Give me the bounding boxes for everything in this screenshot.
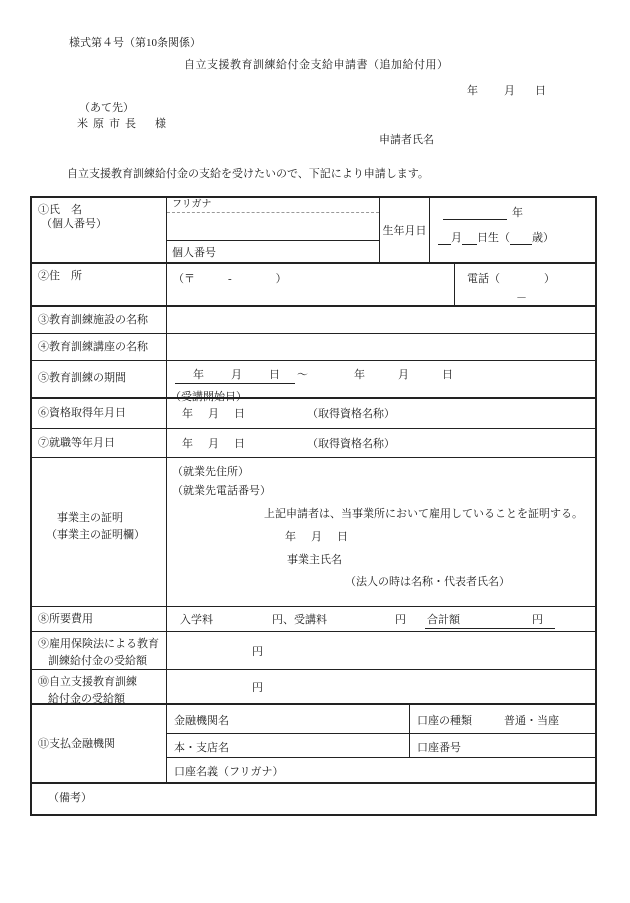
name-entry-cell bbox=[167, 198, 380, 262]
account-number-label: 口座番号 bbox=[417, 741, 461, 754]
course-entry-cell bbox=[167, 334, 595, 360]
yen-label: 円 bbox=[252, 645, 263, 658]
selfsupport-benefit-label bbox=[32, 670, 167, 703]
employer-name-label: 事業主氏名 bbox=[287, 554, 342, 566]
employer-cert-label bbox=[32, 458, 167, 606]
birth-monthday-line bbox=[438, 229, 595, 245]
application-table bbox=[30, 196, 597, 816]
period-line bbox=[167, 361, 595, 384]
employment-note: （取得資格名称） bbox=[307, 438, 395, 450]
yen-label: 円 bbox=[395, 614, 406, 626]
employment-field-label: ⑦就職等年月日 bbox=[32, 429, 167, 457]
blank-line bbox=[462, 231, 477, 245]
blank-line bbox=[510, 231, 532, 245]
period-field-label: ⑤教育訓練の期間 bbox=[32, 361, 167, 397]
selfsupport-benefit-label-line2: 給付金の受給額 bbox=[48, 693, 125, 705]
account-type-cell bbox=[410, 705, 595, 733]
period-note: （受講開始日） bbox=[170, 391, 247, 403]
insurance-benefit-label-line2: 訓練給付金の受給額 bbox=[48, 655, 147, 667]
course-field-label: ④教育訓練講座の名称 bbox=[32, 334, 167, 360]
account-holder-label: 口座名義（フリガナ） bbox=[174, 766, 284, 779]
employer-cert-label-line2: （事業主の証明欄） bbox=[46, 529, 145, 541]
name-label-line1: ①氏 名 bbox=[38, 204, 82, 216]
row-remarks bbox=[32, 784, 595, 814]
name-input-area bbox=[167, 213, 379, 240]
account-number-cell bbox=[410, 734, 595, 758]
selfsupport-benefit-label-line1: ⑩自立支援教育訓練 bbox=[38, 676, 137, 688]
addressee-line bbox=[77, 115, 166, 131]
age-suffix: 歳） bbox=[532, 232, 554, 244]
row-bank bbox=[32, 705, 595, 784]
date-year-label: 年 bbox=[467, 85, 478, 97]
tuition-label: 円、受講料 bbox=[272, 614, 327, 626]
phone-entry-cell bbox=[455, 264, 595, 305]
birth-year-line bbox=[443, 204, 595, 220]
work-address-label: （就業先住所） bbox=[172, 466, 249, 478]
row-name bbox=[32, 198, 595, 264]
row-insurance-benefit bbox=[32, 632, 595, 670]
bank-entry-cell bbox=[167, 705, 595, 782]
birthdate-label: 生年月日 bbox=[380, 198, 430, 262]
costs-field-label: ⑧所要費用 bbox=[32, 607, 167, 631]
row-employment-date bbox=[32, 429, 595, 458]
costs-entry-cell bbox=[167, 607, 595, 631]
tilde: ～ bbox=[297, 369, 308, 381]
phone-dash: － bbox=[516, 292, 527, 304]
total-amount-group bbox=[425, 609, 555, 629]
branch-name-label: 本・支店名 bbox=[167, 734, 410, 758]
corporate-note: （法人の時は名称・代表者氏名） bbox=[345, 576, 510, 588]
period-end: 年 月 日 bbox=[354, 369, 464, 381]
date-line bbox=[467, 82, 546, 98]
account-type-options: 普通・当座 bbox=[504, 715, 559, 727]
year-suffix: 年 bbox=[512, 207, 523, 219]
bank-name-row bbox=[167, 705, 595, 734]
yen-label: 円 bbox=[252, 681, 263, 694]
page-title: 自立支援教育訓練給付金支給申請書（追加給付用） bbox=[184, 59, 449, 71]
qualification-date: 年 月 日 bbox=[182, 408, 247, 420]
employer-cert-cell bbox=[167, 458, 595, 606]
branch-row bbox=[167, 734, 595, 759]
date-day-label: 日 bbox=[535, 85, 546, 97]
qualification-note: （取得資格名称） bbox=[307, 408, 395, 420]
row-selfsupport-benefit bbox=[32, 670, 595, 705]
remarks-cell bbox=[32, 784, 595, 814]
remarks-label: （備考） bbox=[48, 792, 92, 804]
row-course bbox=[32, 334, 595, 361]
bank-name-label: 金融機関名 bbox=[167, 705, 410, 733]
bank-field-label: ⑪支払金融機関 bbox=[32, 705, 167, 782]
addressee-honorific: 様 bbox=[155, 118, 166, 130]
selfsupport-benefit-cell bbox=[167, 670, 595, 703]
period-entry-cell bbox=[167, 361, 595, 403]
month-suffix: 月 bbox=[451, 232, 462, 244]
qualification-field-label: ⑥資格取得年月日 bbox=[32, 399, 167, 428]
employment-entry-cell bbox=[167, 429, 595, 457]
address-entry-cell: （〒 - ） bbox=[167, 264, 455, 305]
row-period bbox=[32, 361, 595, 403]
form-number: 様式第４号（第10条関係） bbox=[69, 37, 201, 49]
name-field-label bbox=[32, 198, 167, 262]
row-costs bbox=[32, 607, 595, 632]
intro-sentence: 自立支援教育訓練給付金の支給を受けたいので、下記により申請します。 bbox=[67, 168, 429, 180]
name-label-line2: （個人番号） bbox=[41, 218, 107, 230]
applicant-name-label: 申請者氏名 bbox=[379, 134, 434, 146]
entrance-fee-label: 入学料 bbox=[180, 614, 213, 626]
row-qualification-date bbox=[32, 399, 595, 429]
row-address bbox=[32, 264, 595, 307]
blank-line bbox=[443, 206, 507, 220]
date-month-label: 月 bbox=[504, 85, 515, 97]
employment-date: 年 月 日 bbox=[182, 438, 247, 450]
total-yen-label: 円 bbox=[532, 614, 543, 626]
period-start: 年 月 日 bbox=[175, 366, 295, 384]
facility-field-label: ③教育訓練施設の名称 bbox=[32, 307, 167, 333]
certify-sentence: 上記申請者は、当事業所において雇用していることを証明する。 bbox=[264, 508, 583, 520]
row-facility bbox=[32, 307, 595, 334]
certify-date: 年 月 日 bbox=[285, 531, 350, 543]
birthdate-entry-cell bbox=[430, 198, 595, 262]
account-holder-row bbox=[167, 758, 595, 782]
day-suffix: 日生（ bbox=[477, 232, 510, 244]
insurance-benefit-label bbox=[32, 632, 167, 669]
account-type-label: 口座の種類 bbox=[417, 715, 472, 727]
phone-label: 電話（ ） bbox=[467, 273, 555, 285]
addressee-name: 米原市長 bbox=[77, 118, 141, 130]
insurance-benefit-cell bbox=[167, 632, 595, 669]
qualification-entry-cell bbox=[167, 399, 595, 428]
row-employer-certification bbox=[32, 458, 595, 607]
employer-cert-label-line1: 事業主の証明 bbox=[57, 512, 123, 524]
facility-entry-cell bbox=[167, 307, 595, 333]
addressee-label: （あて先） bbox=[79, 102, 134, 114]
work-phone-label: （就業先電話番号） bbox=[172, 485, 271, 497]
insurance-benefit-label-line1: ⑨雇用保険法による教育 bbox=[38, 638, 159, 650]
blank-line bbox=[438, 231, 451, 245]
personal-number-label: 個人番号 bbox=[167, 240, 379, 262]
furigana-label: フリガナ bbox=[167, 198, 379, 213]
total-label: 合計額 bbox=[427, 614, 460, 626]
address-field-label: ②住 所 bbox=[32, 264, 167, 305]
